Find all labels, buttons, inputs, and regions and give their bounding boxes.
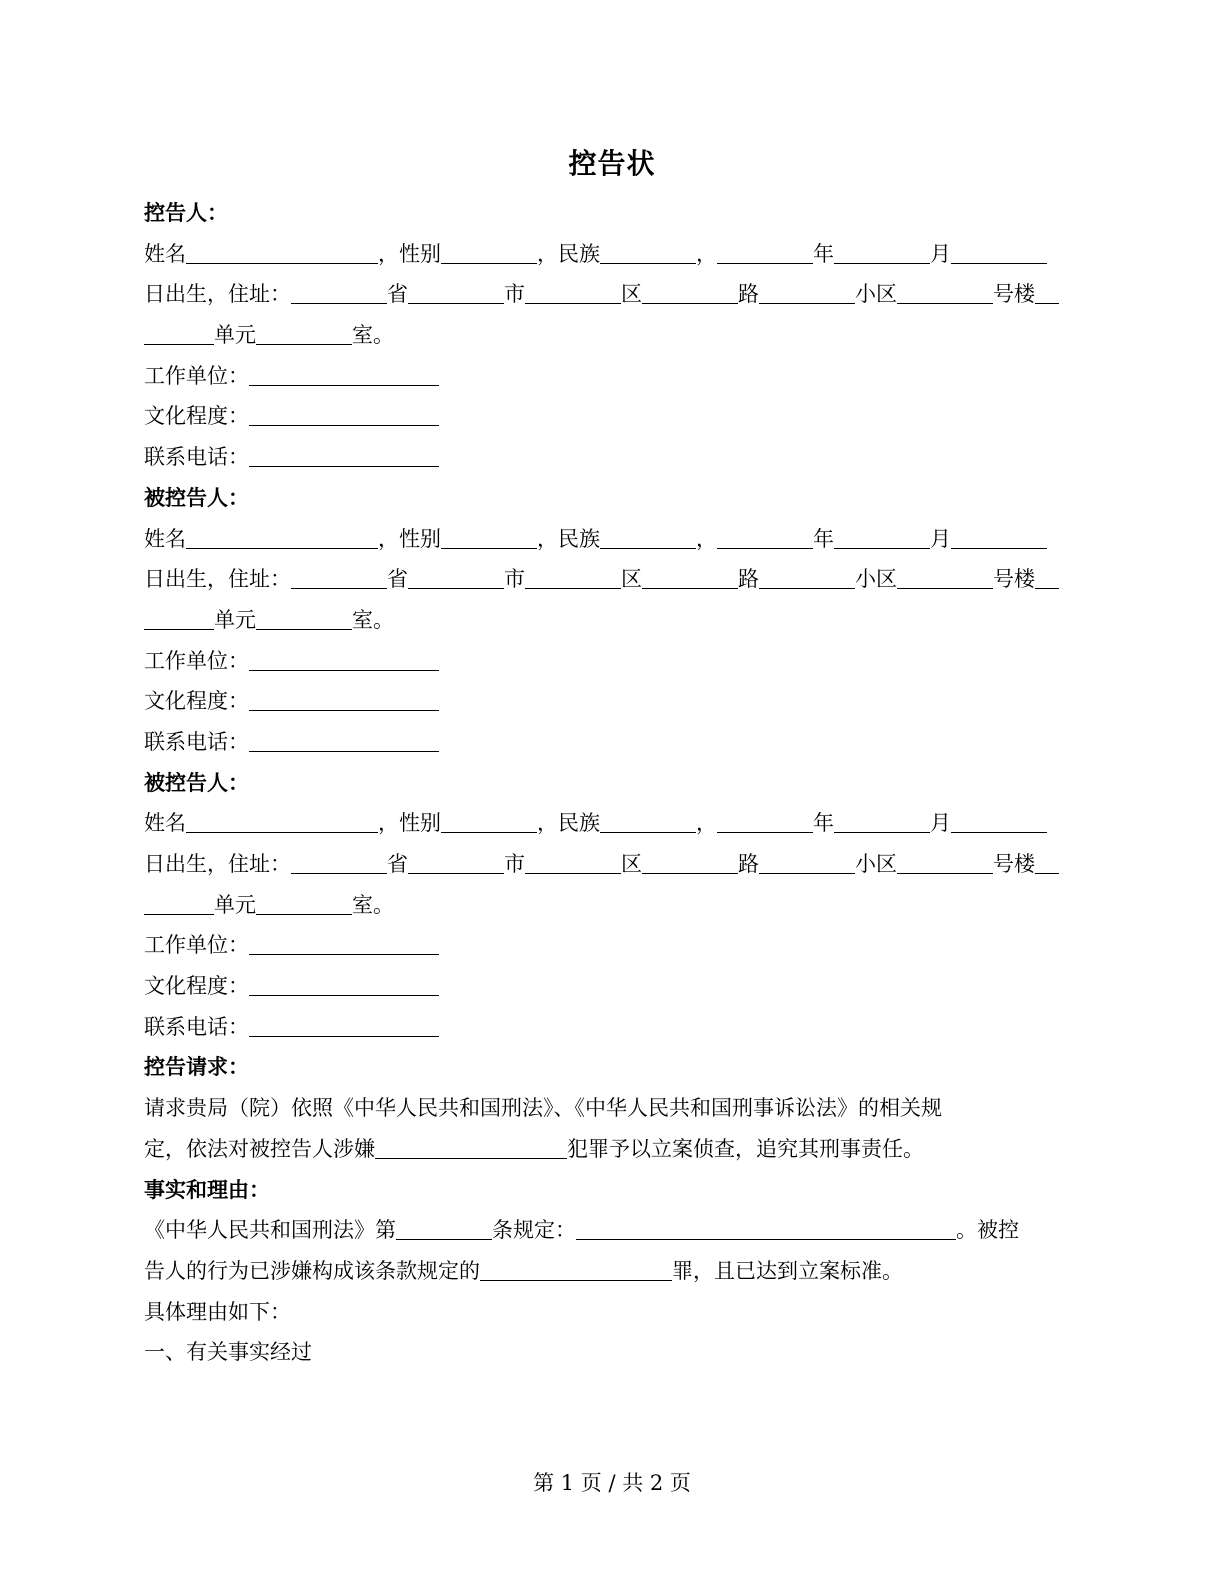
birth-address-label: 日出生，住址： [144, 282, 291, 307]
unit-label: 单元 [214, 323, 256, 348]
work-blank[interactable] [249, 930, 439, 955]
gender-label: 性别 [399, 526, 441, 551]
ethnicity-label: 民族 [558, 241, 600, 266]
page-footer: 第 1 页 / 共 2 页 [533, 1471, 691, 1495]
education-blank[interactable] [249, 686, 439, 711]
name-label: 姓名 [144, 241, 186, 266]
room-label: 室。 [352, 607, 394, 632]
city-label: 市 [504, 852, 525, 876]
respondent-2-unit-line [144, 885, 1084, 926]
room-blank[interactable] [256, 320, 352, 345]
respondent-1-education-line [144, 681, 1084, 722]
request-line-1: 请求贵局（院）依照《中华人民共和国刑法》、《中华人民共和国刑事诉讼法》的相关规 [144, 1096, 942, 1121]
province-label: 省 [387, 567, 408, 592]
respondent-1-name-line [144, 519, 1084, 560]
month-label: 月 [930, 526, 951, 551]
work-blank[interactable] [249, 646, 439, 671]
city-label: 市 [504, 567, 525, 592]
community-blank[interactable] [759, 279, 855, 304]
road-blank[interactable] [642, 849, 738, 874]
gender-label: 性别 [399, 811, 441, 836]
gender-blank[interactable] [441, 808, 537, 833]
respondent-2-phone-line [144, 1007, 1084, 1048]
province-blank[interactable] [291, 564, 387, 589]
room-label: 室。 [352, 323, 394, 348]
respondent-1-phone-line [144, 722, 1084, 763]
respondent-2-heading: 被控告人： [144, 769, 249, 795]
facts-text-d: 告人的行为已涉嫌构成该条款规定的 [144, 1258, 480, 1283]
road-label: 路 [738, 567, 759, 592]
request-text-b: 犯罪予以立案侦查，追究其刑事责任。 [567, 1136, 924, 1161]
request-heading: 控告请求： [144, 1054, 249, 1080]
building-blank[interactable] [897, 849, 993, 874]
complainant-phone-line [144, 437, 1084, 478]
road-label: 路 [738, 852, 759, 876]
year-blank[interactable] [717, 239, 813, 264]
ethnicity-blank[interactable] [600, 239, 696, 264]
facts-text-e: 罪，且已达到立案标准。 [672, 1258, 903, 1283]
unit-blank[interactable] [144, 320, 214, 345]
building-label: 号楼 [993, 852, 1035, 876]
work-label: 工作单位： [144, 933, 249, 958]
year-blank[interactable] [717, 808, 813, 833]
province-blank[interactable] [291, 279, 387, 304]
building-blank-tail[interactable] [1035, 849, 1059, 874]
comma: ， [537, 526, 558, 551]
respondent-2-address-line [144, 844, 1084, 885]
room-blank[interactable] [256, 605, 352, 630]
ethnicity-blank[interactable] [600, 808, 696, 833]
month-label: 月 [930, 811, 951, 836]
crime-blank[interactable] [375, 1134, 567, 1159]
unit-label: 单元 [214, 892, 256, 917]
community-label: 小区 [855, 567, 897, 592]
district-label: 区 [621, 282, 642, 307]
province-label: 省 [387, 852, 408, 876]
building-label: 号楼 [993, 567, 1035, 592]
community-blank[interactable] [759, 564, 855, 589]
phone-blank[interactable] [249, 442, 439, 467]
comma: ， [696, 526, 717, 551]
complainant-work-line [144, 356, 1084, 397]
community-blank[interactable] [759, 849, 855, 874]
name-blank[interactable] [186, 808, 378, 833]
ethnicity-blank[interactable] [600, 524, 696, 549]
unit-blank[interactable] [144, 605, 214, 630]
document-body [144, 193, 1084, 1373]
city-blank[interactable] [408, 849, 504, 874]
respondent-1-heading: 被控告人： [144, 484, 249, 510]
comma: ， [696, 241, 717, 266]
name-blank[interactable] [186, 524, 378, 549]
work-label: 工作单位： [144, 363, 249, 388]
year-label: 年 [813, 811, 834, 836]
city-blank[interactable] [408, 564, 504, 589]
phone-blank[interactable] [249, 727, 439, 752]
facts-text-c: 。被控 [956, 1218, 1019, 1243]
respondent-2-work-line [144, 925, 1084, 966]
building-blank-tail[interactable] [1035, 564, 1059, 589]
phone-blank[interactable] [249, 1012, 439, 1037]
complainant-heading: 控告人： [144, 200, 228, 225]
education-label: 文化程度： [144, 404, 249, 429]
month-blank[interactable] [834, 808, 930, 833]
unit-label: 单元 [214, 607, 256, 632]
year-label: 年 [813, 526, 834, 551]
respondent-2-education-line [144, 966, 1084, 1007]
complainant-address-line [144, 274, 1084, 315]
name-label: 姓名 [144, 811, 186, 836]
phone-label: 联系电话： [144, 445, 249, 470]
ethnicity-label: 民族 [558, 811, 600, 836]
city-label: 市 [504, 282, 525, 307]
document-title: 控告状 [568, 147, 656, 180]
facts-line-2 [144, 1251, 1084, 1292]
comma: ， [378, 241, 399, 266]
phone-label: 联系电话： [144, 729, 249, 754]
community-label: 小区 [855, 282, 897, 307]
complainant-unit-line [144, 315, 1084, 356]
education-label: 文化程度： [144, 974, 249, 999]
province-blank[interactable] [291, 849, 387, 874]
education-blank[interactable] [249, 401, 439, 426]
road-label: 路 [738, 282, 759, 307]
gender-label: 性别 [399, 241, 441, 266]
provision-blank[interactable] [576, 1215, 956, 1240]
month-blank[interactable] [834, 524, 930, 549]
gender-blank[interactable] [441, 524, 537, 549]
road-blank[interactable] [642, 279, 738, 304]
phone-label: 联系电话： [144, 1014, 249, 1039]
facts-line-1 [144, 1210, 1084, 1251]
complainant-name-line [144, 234, 1084, 275]
education-label: 文化程度： [144, 689, 249, 714]
name-blank[interactable] [186, 239, 378, 264]
year-label: 年 [813, 241, 834, 266]
offense-blank[interactable] [480, 1256, 672, 1281]
respondent-2-name-line [144, 803, 1084, 844]
respondent-1-address-line [144, 559, 1084, 600]
building-blank[interactable] [897, 564, 993, 589]
day-blank[interactable] [951, 808, 1047, 833]
respondent-1-unit-line [144, 600, 1084, 641]
birth-address-label: 日出生，住址： [144, 567, 291, 592]
request-text-a: 定，依法对被控告人涉嫌 [144, 1136, 375, 1161]
building-label: 号楼 [993, 282, 1035, 307]
district-label: 区 [621, 567, 642, 592]
facts-heading: 事实和理由： [144, 1176, 270, 1202]
province-label: 省 [387, 282, 408, 307]
district-label: 区 [621, 852, 642, 876]
comma: ， [378, 526, 399, 551]
work-blank[interactable] [249, 361, 439, 386]
room-label: 室。 [352, 892, 394, 917]
facts-text-a: 《中华人民共和国刑法》第 [144, 1218, 396, 1243]
article-blank[interactable] [396, 1215, 492, 1240]
facts-line-4: 一、有关事实经过 [144, 1340, 312, 1365]
unit-blank[interactable] [144, 890, 214, 915]
building-blank-tail[interactable] [1035, 279, 1059, 304]
ethnicity-label: 民族 [558, 526, 600, 551]
respondent-1-work-line [144, 641, 1084, 682]
road-blank[interactable] [642, 564, 738, 589]
request-line-2 [144, 1129, 1084, 1170]
comma: ， [537, 811, 558, 836]
community-label: 小区 [855, 852, 897, 876]
work-label: 工作单位： [144, 648, 249, 673]
comma: ， [378, 811, 399, 836]
birth-address-label: 日出生，住址： [144, 852, 291, 876]
month-blank[interactable] [834, 239, 930, 264]
gender-blank[interactable] [441, 239, 537, 264]
year-blank[interactable] [717, 524, 813, 549]
name-label: 姓名 [144, 526, 186, 551]
education-blank[interactable] [249, 971, 439, 996]
comma: ， [696, 811, 717, 836]
day-blank[interactable] [951, 239, 1047, 264]
building-blank[interactable] [897, 279, 993, 304]
complainant-education-line [144, 396, 1084, 437]
district-blank[interactable] [525, 564, 621, 589]
facts-text-b: 条规定： [492, 1218, 576, 1243]
facts-line-3: 具体理由如下： [144, 1299, 291, 1324]
district-blank[interactable] [525, 279, 621, 304]
comma: ， [537, 241, 558, 266]
city-blank[interactable] [408, 279, 504, 304]
day-blank[interactable] [951, 524, 1047, 549]
month-label: 月 [930, 241, 951, 266]
district-blank[interactable] [525, 849, 621, 874]
room-blank[interactable] [256, 890, 352, 915]
